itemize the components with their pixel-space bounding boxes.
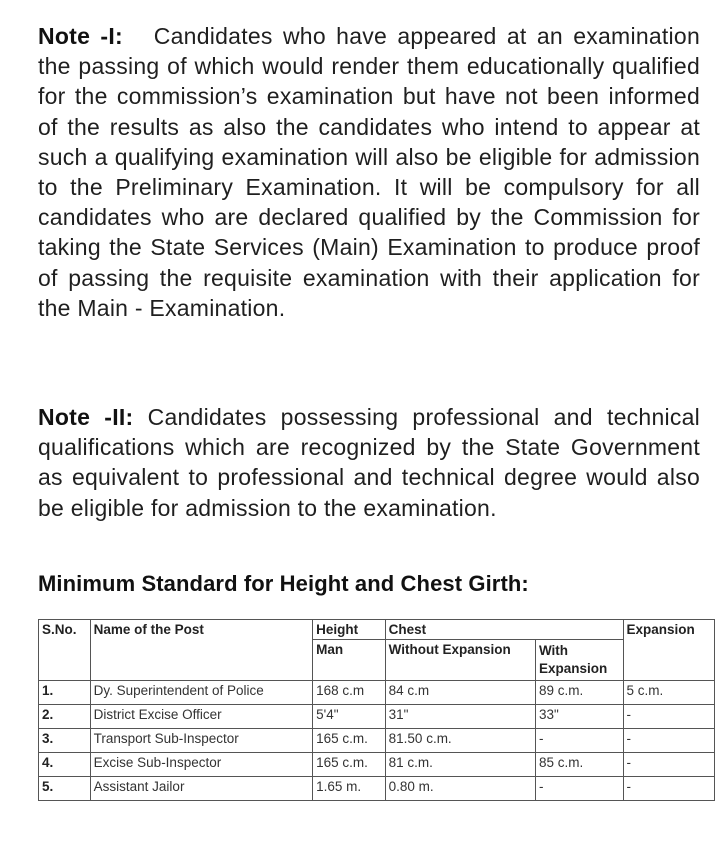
page-bottom bbox=[0, 818, 715, 855]
cell-chest-with: 33" bbox=[535, 705, 623, 729]
height-chest-table bbox=[38, 619, 715, 801]
cell-chest-without: 31" bbox=[385, 705, 535, 729]
note-1-label: Note -I: bbox=[38, 23, 123, 49]
header-post-name: Name of the Post bbox=[90, 620, 312, 681]
cell-expansion: 5 c.m. bbox=[623, 681, 714, 705]
cell-sno: 2. bbox=[39, 705, 91, 729]
table-container bbox=[38, 619, 715, 819]
cell-expansion: - bbox=[623, 729, 714, 753]
table-header-row bbox=[39, 620, 715, 640]
header-expansion: Expansion bbox=[623, 620, 714, 681]
cell-post-name: District Excise Officer bbox=[90, 705, 312, 729]
cell-chest-with: - bbox=[535, 777, 623, 801]
header-without-expansion: Without Expansion bbox=[385, 640, 535, 681]
table-row bbox=[39, 753, 715, 777]
note-1-paragraph bbox=[38, 21, 700, 323]
cell-post-name: Transport Sub-Inspector bbox=[90, 729, 312, 753]
cell-expansion: - bbox=[623, 753, 714, 777]
cell-height: 5'4" bbox=[313, 705, 386, 729]
cell-expansion: - bbox=[623, 777, 714, 801]
note-1-text: Candidates who have appeared at an examination the passing of which would render them educationally qualified for the commission’s examination but have not been informed of the results as also the candidates who intend to appear at such a qualifying examination will also be eligible for admission to the Preliminary Examination. It will be compulsory for all candidates who are declared qualified by the Commission for taking the State Services (Main) Examination to produce proof of passing the requisite examination with their application for the Main - Examination. bbox=[38, 23, 700, 321]
cell-height: 165 c.m. bbox=[313, 729, 386, 753]
table-heading: Minimum Standard for Height and Chest Girth: bbox=[38, 571, 529, 596]
cell-sno: 3. bbox=[39, 729, 91, 753]
cell-sno: 1. bbox=[39, 681, 91, 705]
cell-chest-with: 85 c.m. bbox=[535, 753, 623, 777]
header-with-expansion: With Expansion bbox=[535, 640, 623, 681]
header-chest: Chest bbox=[385, 620, 623, 640]
header-height: Height bbox=[313, 620, 386, 640]
table-row bbox=[39, 681, 715, 705]
cell-height: 168 c.m bbox=[313, 681, 386, 705]
cell-chest-without: 81 c.m. bbox=[385, 753, 535, 777]
cell-post-name: Assistant Jailor bbox=[90, 777, 312, 801]
header-man: Man bbox=[313, 640, 386, 681]
cell-chest-without: 81.50 c.m. bbox=[385, 729, 535, 753]
cell-expansion: - bbox=[623, 705, 714, 729]
cell-sno: 5. bbox=[39, 777, 91, 801]
table-row bbox=[39, 729, 715, 753]
note-2-paragraph bbox=[38, 402, 700, 523]
cell-post-name: Excise Sub-Inspector bbox=[90, 753, 312, 777]
cell-chest-with: - bbox=[535, 729, 623, 753]
table-row bbox=[39, 705, 715, 729]
cell-height: 1.65 m. bbox=[313, 777, 386, 801]
note-2-label: Note -II: bbox=[38, 404, 134, 430]
cell-height: 165 c.m. bbox=[313, 753, 386, 777]
table-body bbox=[39, 681, 715, 801]
cell-sno: 4. bbox=[39, 753, 91, 777]
cell-chest-without: 0.80 m. bbox=[385, 777, 535, 801]
table-row bbox=[39, 777, 715, 801]
cell-post-name: Dy. Superintendent of Police bbox=[90, 681, 312, 705]
cell-chest-without: 84 c.m bbox=[385, 681, 535, 705]
header-sno: S.No. bbox=[39, 620, 91, 681]
note-2-text: Candidates possessing professional and technical qualifications which are recognized by the State Government as equivalent to professional and technical degree would also be eligible for admission to the examination. bbox=[38, 404, 700, 521]
cell-chest-with: 89 c.m. bbox=[535, 681, 623, 705]
